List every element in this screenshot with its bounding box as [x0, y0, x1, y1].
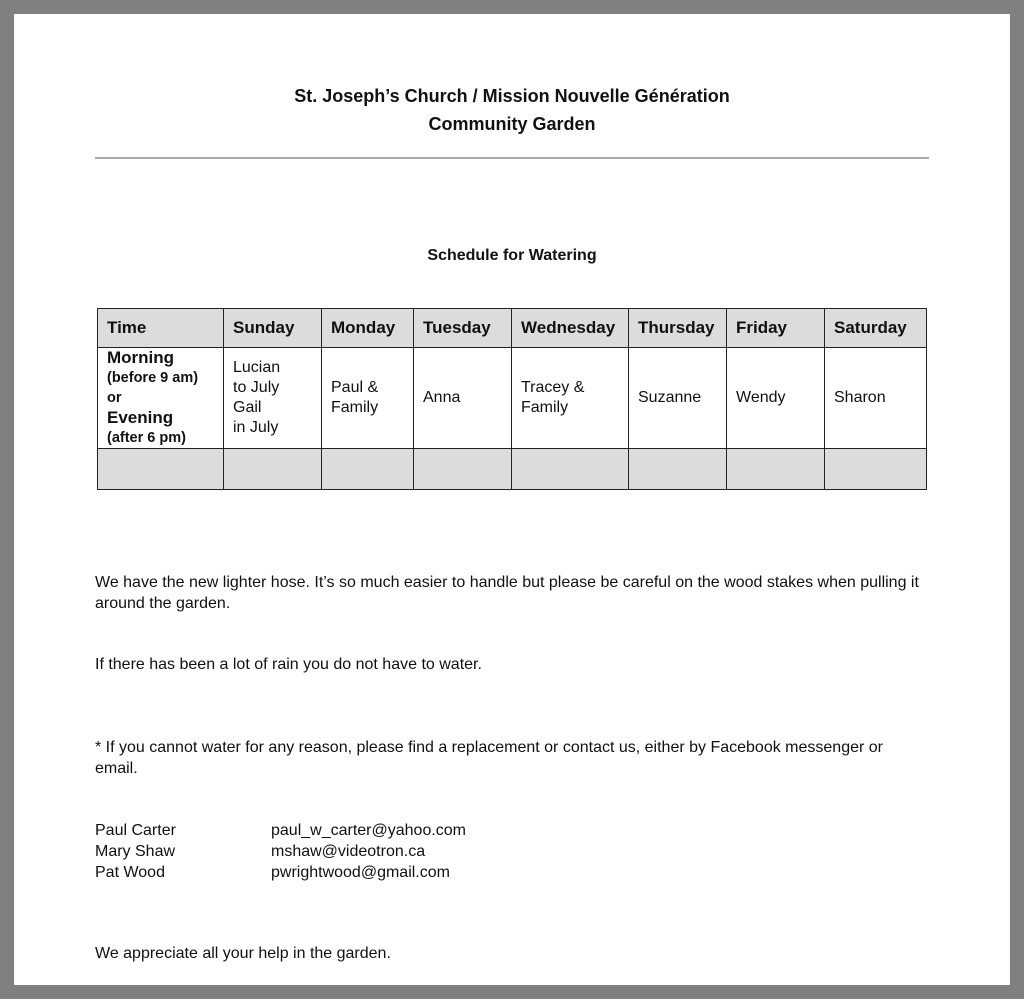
time-or: or: [107, 390, 122, 406]
header-cell-wednesday: Wednesday: [512, 309, 629, 348]
contact-email[interactable]: paul_w_carter@yahoo.com: [271, 822, 467, 839]
empty-cell: [512, 449, 629, 490]
tuesday-cell: Anna: [414, 348, 512, 449]
list-item: [95, 820, 466, 841]
contact-email[interactable]: mshaw@videotron.ca: [271, 843, 426, 860]
header-cell-friday: Friday: [727, 309, 825, 348]
empty-cell: [414, 449, 512, 490]
monday-line: Family: [331, 399, 379, 416]
empty-cell: [727, 449, 825, 490]
header-cell-sunday: Sunday: [224, 309, 322, 348]
list-item: [95, 841, 466, 862]
contact-name: Paul Carter: [95, 822, 176, 839]
header-divider: [95, 157, 929, 159]
time-morning-note: (before 9 am): [107, 370, 199, 386]
replacement-paragraph: * If you cannot water for any reason, please find a replacement or contact us, either by Facebook messenger or email.: [95, 739, 883, 777]
friday-cell: Wendy: [727, 348, 825, 449]
empty-cell: [629, 449, 727, 490]
thursday-cell: Suzanne: [629, 348, 727, 449]
table-row: [98, 348, 927, 449]
table-row-empty: [98, 449, 927, 490]
wednesday-line: Family: [521, 399, 569, 416]
table-header-row: [98, 309, 927, 348]
empty-cell: [224, 449, 322, 490]
sunday-line: Lucian: [233, 359, 281, 376]
header-title: Community Garden: [428, 114, 596, 134]
thanks-paragraph: We appreciate all your help in the garden.: [95, 945, 391, 962]
header-cell-monday: Monday: [322, 309, 414, 348]
contact-list: [95, 820, 466, 883]
sunday-line: in July: [233, 419, 279, 436]
monday-line: Paul &: [331, 379, 379, 396]
monday-cell: [322, 348, 414, 449]
sunday-cell: [224, 348, 322, 449]
time-cell: [98, 348, 224, 449]
document-header: [0, 82, 1024, 138]
list-item: [95, 862, 466, 883]
sunday-line: to July: [233, 379, 280, 396]
sunday-line: Gail: [233, 399, 262, 416]
saturday-cell: Sharon: [825, 348, 927, 449]
empty-cell: [322, 449, 414, 490]
wednesday-line: Tracey &: [521, 379, 585, 396]
empty-cell: [98, 449, 224, 490]
wednesday-cell: [512, 348, 629, 449]
header-organization: St. Joseph’s Church / Mission Nouvelle Génération: [294, 86, 730, 106]
header-cell-saturday: Saturday: [825, 309, 927, 348]
hose-paragraph: We have the new lighter hose. It’s so much easier to handle but please be careful on the wood stakes when pulling it around the garden.: [95, 574, 919, 612]
time-morning: Morning: [107, 348, 175, 367]
header-cell-tuesday: Tuesday: [414, 309, 512, 348]
watering-schedule-table: [97, 308, 927, 490]
schedule-title: Schedule for Watering: [427, 247, 597, 264]
empty-cell: [825, 449, 927, 490]
contact-email[interactable]: pwrightwood@gmail.com: [271, 864, 450, 881]
time-evening-note: (after 6 pm): [107, 430, 186, 446]
contact-name: Mary Shaw: [95, 843, 176, 860]
header-cell-thursday: Thursday: [629, 309, 727, 348]
header-cell-time: Time: [98, 309, 224, 348]
rain-paragraph: If there has been a lot of rain you do not have to water.: [95, 656, 482, 673]
time-evening: Evening: [107, 408, 174, 427]
contact-name: Pat Wood: [95, 864, 165, 881]
